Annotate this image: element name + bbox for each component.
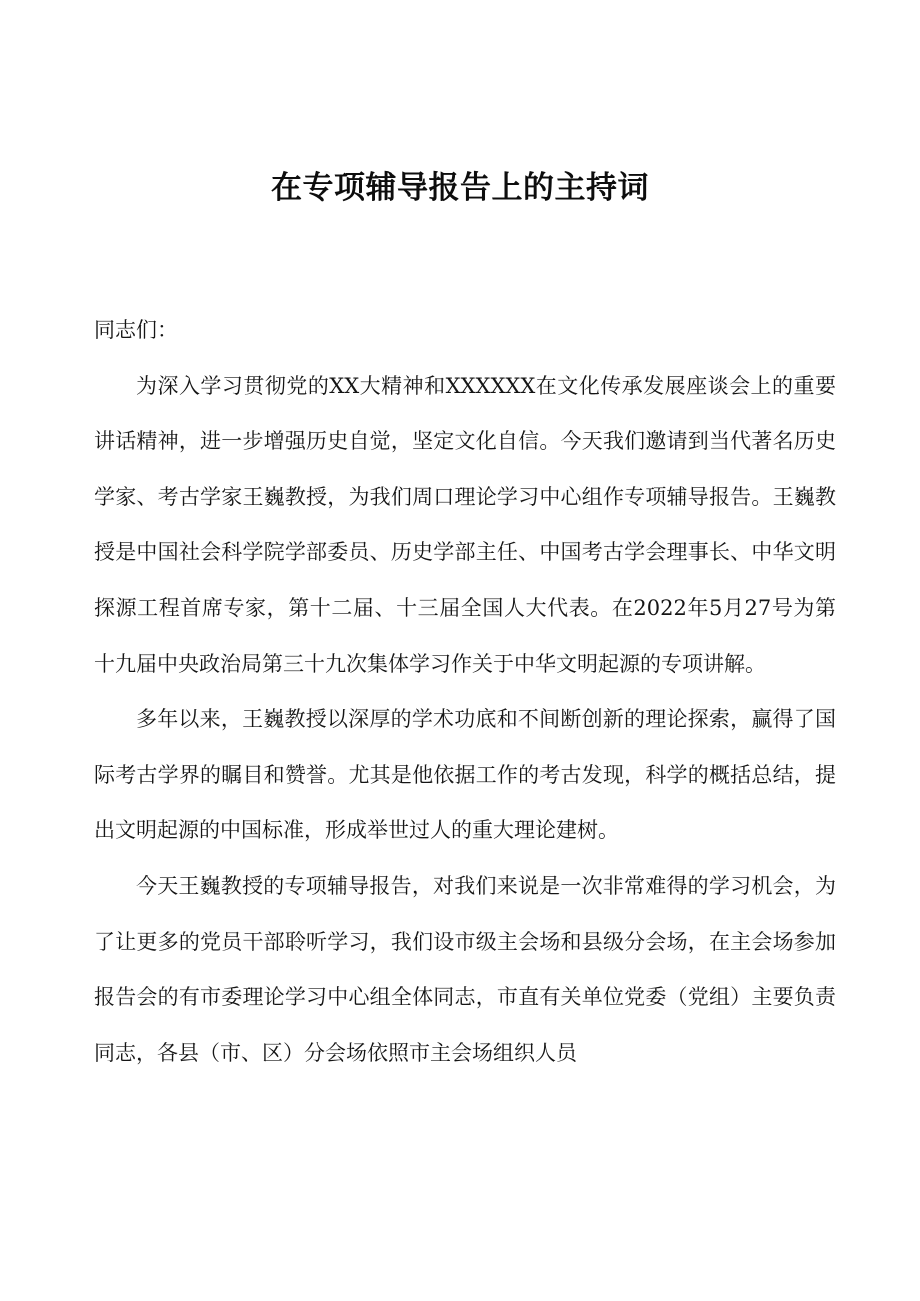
paragraph-arrangement: 今天王巍教授的专项辅导报告，对我们来说是一次非常难得的学习机会，为了让更多的党员干部聆听学习，我们设市级主会场和县级分会场，在主会场参加报告会的有市委理论学习中心组全体同志，市直有关单位党委（党组）主要负责同志，各县（市、区）分会场依照市主会场组织人员 — [94, 873, 836, 1065]
paragraph-intro: 为深入学习贯彻党的XX大精神和XXXXXX在文化传承发展座谈会上的重要讲话精神，进一步增强历史自觉，坚定文化自信。今天我们邀请到当代著名历史学家、考古学家王巍教授，为我们周口理论学习中心组作专项辅导报告。王巍教授是中国社会科学院学部委员、历史学部主任、中国考古学会理事长、中华文明探源工程首席专家，第十二届、十三届全国人大代表。在2022年5月27号为第十九届中央政治局第三十九次集体学习作关于中华文明起源的专项讲解。 — [94, 373, 836, 676]
document-body — [94, 303, 836, 1081]
salutation: 同志们： — [94, 318, 178, 342]
paragraph-achievements: 多年以来，王巍教授以深厚的学术功底和不间断创新的理论探索，赢得了国际考古学界的瞩目和赞誉。尤其是他依据工作的考古发现，科学的概括总结，提出文明起源的中国标准，形成举世过人的重大理论建树。 — [94, 707, 836, 843]
document-title: 在专项辅导报告上的主持词 — [271, 170, 649, 206]
